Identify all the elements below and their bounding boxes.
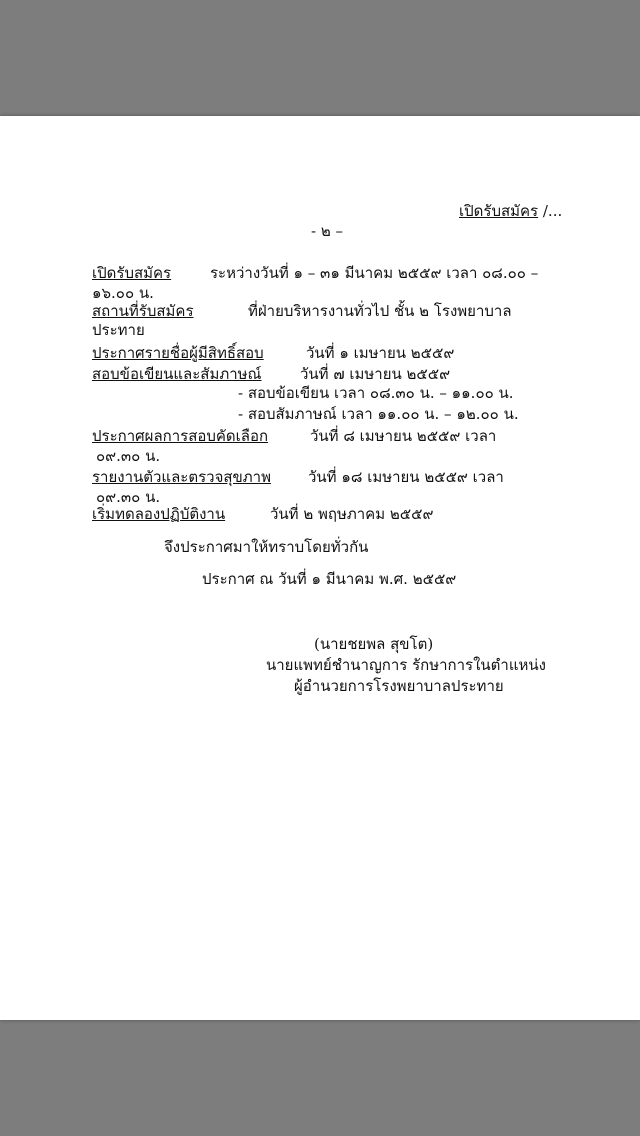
continuation-label: เปิดรับสมัคร: [459, 202, 539, 220]
announcement-date: ประกาศ ณ วันที่ ๑ มีนาคม พ.ศ. ๒๕๕๙: [202, 570, 457, 588]
exam-value: วันที่ ๗ เมษายน ๒๕๕๙: [300, 365, 451, 383]
exam-sub-written: - สอบข้อเขียน เวลา ๐๘.๓๐ น. – ๑๑.๐๐ น.: [238, 384, 514, 402]
signer-title: ผู้อำนวยการโรงพยาบาลประทาย: [294, 677, 504, 695]
result-value: วันที่ ๘ เมษายน ๒๕๕๙ เวลา: [310, 427, 497, 445]
place-label: สถานที่รับสมัคร: [92, 302, 194, 320]
continuation-marker: [459, 202, 562, 220]
place-value-cont: ประทาย: [92, 321, 145, 339]
report-label: รายงานตัวและตรวจสุขภาพ: [92, 468, 271, 486]
apply-value: ระหว่างวันที่ ๑ – ๓๑ มีนาคม ๒๕๕๙ เวลา ๐๘.๐๐ –: [210, 264, 539, 282]
report-value-cont: ๐๙.๓๐ น.: [96, 488, 161, 506]
signer-name: (นายชยพล สุขโต): [314, 635, 434, 653]
result-value-cont: ๐๙.๓๐ น.: [96, 447, 161, 465]
result-label: ประกาศผลการสอบคัดเลือก: [92, 427, 269, 445]
start-label: เริ่มทดลองปฏิบัติงาน: [92, 505, 226, 523]
apply-label: เปิดรับสมัคร: [92, 264, 172, 282]
page-number: - ๒ –: [311, 222, 343, 240]
document-page: [0, 116, 640, 1020]
report-value: วันที่ ๑๘ เมษายน ๒๕๕๙ เวลา: [308, 468, 504, 486]
start-value: วันที่ ๒ พฤษภาคม ๒๕๕๙: [270, 505, 434, 523]
closing-statement: จึงประกาศมาให้ทราบโดยทั่วกัน: [164, 538, 369, 556]
exam-sub-interview: - สอบสัมภาษณ์ เวลา ๑๑.๐๐ น. – ๑๒.๐๐ น.: [238, 405, 519, 423]
exam-label: สอบข้อเขียนและสัมภาษณ์: [92, 365, 262, 383]
apply-value-cont: ๑๖.๐๐ น.: [92, 284, 154, 302]
place-value: ที่ฝ่ายบริหารงานทั่วไป ชั้น ๒ โรงพยาบาล: [248, 302, 512, 320]
continuation-suffix: /...: [538, 202, 563, 220]
eligible-label: ประกาศรายชื่อผู้มีสิทธิ์สอบ: [92, 344, 264, 362]
eligible-value: วันที่ ๑ เมษายน ๒๕๕๙: [306, 344, 455, 362]
signer-position: นายแพทย์ชำนาญการ รักษาการในตำแหน่ง: [266, 656, 546, 674]
